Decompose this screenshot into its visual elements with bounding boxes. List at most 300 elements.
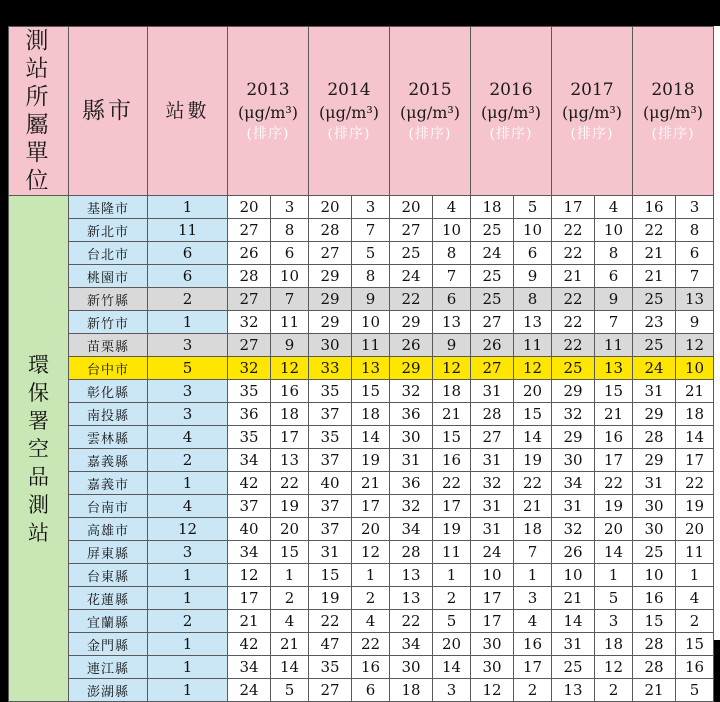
rank-cell: 15 xyxy=(271,541,309,564)
concentration-cell: 31 xyxy=(552,495,595,518)
rank-cell: 3 xyxy=(514,587,552,610)
concentration-cell: 40 xyxy=(228,518,271,541)
rank-cell: 2 xyxy=(271,587,309,610)
concentration-cell: 20 xyxy=(309,196,352,219)
station-count-cell: 1 xyxy=(148,656,228,679)
rank-cell: 7 xyxy=(595,311,633,334)
concentration-cell: 27 xyxy=(228,219,271,242)
concentration-cell: 32 xyxy=(552,518,595,541)
unit-column-header: 測站所屬單位 xyxy=(9,27,69,196)
rank-cell: 10 xyxy=(352,311,390,334)
city-cell: 基隆市 xyxy=(69,196,148,219)
city-cell: 花蓮縣 xyxy=(69,587,148,610)
rank-cell: 19 xyxy=(352,449,390,472)
rank-cell: 2 xyxy=(514,679,552,702)
concentration-cell: 26 xyxy=(471,334,514,357)
concentration-cell: 31 xyxy=(471,518,514,541)
rank-cell: 2 xyxy=(433,587,471,610)
rank-cell: 11 xyxy=(352,334,390,357)
concentration-cell: 25 xyxy=(552,656,595,679)
table-body xyxy=(9,196,714,702)
rank-cell: 17 xyxy=(352,495,390,518)
table-row xyxy=(9,518,714,541)
concentration-cell: 31 xyxy=(633,380,676,403)
station-count-cell: 1 xyxy=(148,679,228,702)
rank-cell: 15 xyxy=(595,380,633,403)
rank-cell: 11 xyxy=(271,311,309,334)
concentration-cell: 28 xyxy=(471,403,514,426)
rank-cell: 4 xyxy=(271,610,309,633)
concentration-cell: 17 xyxy=(228,587,271,610)
concentration-cell: 20 xyxy=(390,196,433,219)
unit-label: (μg/m³) xyxy=(561,102,623,122)
concentration-cell: 32 xyxy=(471,472,514,495)
concentration-cell: 27 xyxy=(390,219,433,242)
unit-label: (μg/m³) xyxy=(318,102,380,122)
rank-cell: 7 xyxy=(433,265,471,288)
year-header-3 xyxy=(471,27,552,196)
rank-cell: 17 xyxy=(433,495,471,518)
rank-cell: 21 xyxy=(676,380,714,403)
rank-cell: 13 xyxy=(514,311,552,334)
rank-cell: 22 xyxy=(514,472,552,495)
rank-cell: 20 xyxy=(595,518,633,541)
concentration-cell: 27 xyxy=(228,288,271,311)
concentration-cell: 21 xyxy=(228,610,271,633)
concentration-cell: 17 xyxy=(471,610,514,633)
rank-cell: 5 xyxy=(433,610,471,633)
concentration-cell: 29 xyxy=(309,288,352,311)
year-label: 2013 xyxy=(246,79,290,100)
rank-cell: 18 xyxy=(514,518,552,541)
concentration-cell: 31 xyxy=(471,449,514,472)
rank-cell: 4 xyxy=(352,610,390,633)
unit-group-char: 署 xyxy=(28,408,49,433)
station-count-cell: 11 xyxy=(148,219,228,242)
station-count-cell: 12 xyxy=(148,518,228,541)
rank-cell: 7 xyxy=(514,541,552,564)
concentration-cell: 47 xyxy=(309,633,352,656)
rank-cell: 1 xyxy=(271,564,309,587)
rank-cell: 12 xyxy=(595,656,633,679)
rank-cell: 14 xyxy=(433,656,471,679)
concentration-cell: 20 xyxy=(228,196,271,219)
concentration-cell: 35 xyxy=(228,426,271,449)
rank-cell: 5 xyxy=(352,242,390,265)
city-cell: 新竹市 xyxy=(69,311,148,334)
rank-cell: 8 xyxy=(271,219,309,242)
year-header-4 xyxy=(552,27,633,196)
air-quality-table-image xyxy=(8,26,720,700)
rank-cell: 1 xyxy=(433,564,471,587)
rank-cell: 16 xyxy=(352,656,390,679)
rank-cell: 16 xyxy=(433,449,471,472)
city-cell: 澎湖縣 xyxy=(69,679,148,702)
concentration-cell: 32 xyxy=(552,403,595,426)
rank-cell: 3 xyxy=(352,196,390,219)
concentration-cell: 28 xyxy=(633,426,676,449)
concentration-cell: 12 xyxy=(471,679,514,702)
station-count-cell: 1 xyxy=(148,633,228,656)
concentration-cell: 15 xyxy=(633,610,676,633)
concentration-cell: 36 xyxy=(390,472,433,495)
rank-cell: 4 xyxy=(595,196,633,219)
concentration-cell: 34 xyxy=(552,472,595,495)
rank-cell: 10 xyxy=(433,219,471,242)
concentration-cell: 28 xyxy=(309,219,352,242)
table-row xyxy=(9,587,714,610)
concentration-cell: 21 xyxy=(552,587,595,610)
rank-cell: 8 xyxy=(514,288,552,311)
concentration-cell: 34 xyxy=(390,633,433,656)
table-row xyxy=(9,679,714,702)
year-header-5 xyxy=(633,27,714,196)
concentration-cell: 34 xyxy=(228,449,271,472)
concentration-cell: 21 xyxy=(633,242,676,265)
rank-cell: 5 xyxy=(676,679,714,702)
rank-cell: 6 xyxy=(514,242,552,265)
rank-label: (排序) xyxy=(408,125,452,142)
rank-cell: 11 xyxy=(676,541,714,564)
concentration-cell: 37 xyxy=(228,495,271,518)
year-header-1 xyxy=(309,27,390,196)
concentration-cell: 28 xyxy=(390,541,433,564)
city-cell: 台南市 xyxy=(69,495,148,518)
concentration-cell: 24 xyxy=(633,357,676,380)
concentration-cell: 22 xyxy=(552,288,595,311)
rank-cell: 14 xyxy=(595,541,633,564)
unit-label: (μg/m³) xyxy=(399,102,461,122)
concentration-cell: 30 xyxy=(390,426,433,449)
concentration-cell: 27 xyxy=(471,357,514,380)
rank-cell: 11 xyxy=(514,334,552,357)
year-label: 2014 xyxy=(327,79,371,100)
rank-cell: 21 xyxy=(514,495,552,518)
concentration-cell: 21 xyxy=(633,265,676,288)
city-cell: 彰化縣 xyxy=(69,380,148,403)
table-row xyxy=(9,564,714,587)
rank-cell: 13 xyxy=(271,449,309,472)
concentration-cell: 33 xyxy=(309,357,352,380)
rank-cell: 3 xyxy=(433,679,471,702)
concentration-cell: 22 xyxy=(390,610,433,633)
concentration-cell: 16 xyxy=(633,196,676,219)
table-row xyxy=(9,610,714,633)
rank-cell: 15 xyxy=(352,380,390,403)
concentration-cell: 24 xyxy=(471,242,514,265)
rank-cell: 9 xyxy=(271,334,309,357)
concentration-cell: 26 xyxy=(390,334,433,357)
rank-cell: 16 xyxy=(514,633,552,656)
city-cell: 台東縣 xyxy=(69,564,148,587)
station-count-cell: 4 xyxy=(148,495,228,518)
count-column-header: 站數 xyxy=(148,27,228,196)
rank-cell: 4 xyxy=(433,196,471,219)
rank-cell: 2 xyxy=(352,587,390,610)
table-row xyxy=(9,380,714,403)
rank-cell: 2 xyxy=(676,610,714,633)
table-row xyxy=(9,196,714,219)
rank-cell: 9 xyxy=(595,288,633,311)
concentration-cell: 25 xyxy=(633,541,676,564)
concentration-cell: 23 xyxy=(633,311,676,334)
rank-cell: 1 xyxy=(352,564,390,587)
concentration-cell: 37 xyxy=(309,518,352,541)
station-count-cell: 1 xyxy=(148,564,228,587)
rank-cell: 9 xyxy=(676,311,714,334)
table-row xyxy=(9,219,714,242)
concentration-cell: 35 xyxy=(309,380,352,403)
header-row xyxy=(9,27,714,196)
concentration-cell: 28 xyxy=(633,656,676,679)
table-row xyxy=(9,426,714,449)
station-count-cell: 3 xyxy=(148,334,228,357)
rank-cell: 19 xyxy=(595,495,633,518)
table-row xyxy=(9,288,714,311)
concentration-cell: 29 xyxy=(390,357,433,380)
rank-cell: 10 xyxy=(676,357,714,380)
concentration-cell: 25 xyxy=(471,219,514,242)
station-count-cell: 6 xyxy=(148,265,228,288)
concentration-cell: 29 xyxy=(633,403,676,426)
city-cell: 台北市 xyxy=(69,242,148,265)
unit-label: (μg/m³) xyxy=(480,102,542,122)
rank-cell: 15 xyxy=(514,403,552,426)
concentration-cell: 30 xyxy=(390,656,433,679)
rank-cell: 5 xyxy=(514,196,552,219)
pm25-table xyxy=(8,26,714,702)
rank-cell: 20 xyxy=(676,518,714,541)
rank-cell: 2 xyxy=(595,679,633,702)
rank-cell: 4 xyxy=(676,587,714,610)
rank-label: (排序) xyxy=(246,125,290,142)
concentration-cell: 28 xyxy=(633,633,676,656)
rank-cell: 22 xyxy=(352,633,390,656)
concentration-cell: 36 xyxy=(228,403,271,426)
rank-cell: 6 xyxy=(271,242,309,265)
concentration-cell: 30 xyxy=(552,449,595,472)
concentration-cell: 27 xyxy=(309,242,352,265)
concentration-cell: 12 xyxy=(228,564,271,587)
rank-cell: 12 xyxy=(514,357,552,380)
rank-cell: 12 xyxy=(352,541,390,564)
station-count-cell: 3 xyxy=(148,403,228,426)
rank-cell: 13 xyxy=(676,288,714,311)
rank-cell: 21 xyxy=(352,472,390,495)
rank-cell: 9 xyxy=(433,334,471,357)
rank-cell: 16 xyxy=(676,656,714,679)
concentration-cell: 26 xyxy=(228,242,271,265)
city-cell: 嘉義市 xyxy=(69,472,148,495)
concentration-cell: 24 xyxy=(471,541,514,564)
station-count-cell: 3 xyxy=(148,380,228,403)
concentration-cell: 25 xyxy=(633,334,676,357)
rank-label: (排序) xyxy=(570,125,614,142)
concentration-cell: 31 xyxy=(471,380,514,403)
rank-cell: 8 xyxy=(595,242,633,265)
concentration-cell: 37 xyxy=(309,495,352,518)
concentration-cell: 35 xyxy=(309,656,352,679)
concentration-cell: 29 xyxy=(309,311,352,334)
table-row xyxy=(9,541,714,564)
concentration-cell: 35 xyxy=(309,426,352,449)
table-row xyxy=(9,357,714,380)
rank-cell: 4 xyxy=(514,610,552,633)
concentration-cell: 22 xyxy=(552,219,595,242)
rank-cell: 20 xyxy=(433,633,471,656)
table-row xyxy=(9,472,714,495)
concentration-cell: 32 xyxy=(228,357,271,380)
concentration-cell: 21 xyxy=(552,265,595,288)
concentration-cell: 22 xyxy=(633,219,676,242)
station-count-cell: 1 xyxy=(148,587,228,610)
concentration-cell: 27 xyxy=(471,311,514,334)
rank-cell: 12 xyxy=(433,357,471,380)
rank-cell: 20 xyxy=(514,380,552,403)
concentration-cell: 30 xyxy=(471,633,514,656)
rank-cell: 5 xyxy=(595,587,633,610)
rank-cell: 22 xyxy=(271,472,309,495)
table-row xyxy=(9,265,714,288)
concentration-cell: 37 xyxy=(309,449,352,472)
year-label: 2018 xyxy=(651,79,695,100)
concentration-cell: 25 xyxy=(471,265,514,288)
concentration-cell: 26 xyxy=(552,541,595,564)
city-cell: 連江縣 xyxy=(69,656,148,679)
rank-cell: 11 xyxy=(595,334,633,357)
rank-label: (排序) xyxy=(651,125,695,142)
rank-cell: 14 xyxy=(514,426,552,449)
concentration-cell: 28 xyxy=(228,265,271,288)
rank-cell: 16 xyxy=(271,380,309,403)
concentration-cell: 31 xyxy=(633,472,676,495)
rank-cell: 19 xyxy=(433,518,471,541)
unit-label: (μg/m³) xyxy=(642,102,704,122)
rank-cell: 18 xyxy=(271,403,309,426)
table-row xyxy=(9,656,714,679)
concentration-cell: 37 xyxy=(309,403,352,426)
rank-cell: 5 xyxy=(271,679,309,702)
concentration-cell: 22 xyxy=(390,288,433,311)
rank-label: (排序) xyxy=(327,125,371,142)
table-row xyxy=(9,242,714,265)
rank-cell: 13 xyxy=(352,357,390,380)
rank-cell: 10 xyxy=(595,219,633,242)
year-header-0 xyxy=(228,27,309,196)
station-count-cell: 1 xyxy=(148,472,228,495)
concentration-cell: 31 xyxy=(552,633,595,656)
rank-cell: 14 xyxy=(271,656,309,679)
rank-cell: 3 xyxy=(595,610,633,633)
rank-cell: 17 xyxy=(271,426,309,449)
concentration-cell: 24 xyxy=(390,265,433,288)
concentration-cell: 29 xyxy=(552,380,595,403)
city-column-header: 縣市 xyxy=(69,27,148,196)
city-cell: 桃園市 xyxy=(69,265,148,288)
city-cell: 台中市 xyxy=(69,357,148,380)
rank-cell: 21 xyxy=(433,403,471,426)
rank-cell: 17 xyxy=(514,656,552,679)
concentration-cell: 17 xyxy=(552,196,595,219)
rank-cell: 19 xyxy=(271,495,309,518)
rank-cell: 18 xyxy=(595,633,633,656)
concentration-cell: 35 xyxy=(228,380,271,403)
concentration-cell: 34 xyxy=(228,541,271,564)
rank-cell: 6 xyxy=(352,679,390,702)
rank-cell: 1 xyxy=(676,564,714,587)
concentration-cell: 42 xyxy=(228,633,271,656)
rank-cell: 17 xyxy=(676,449,714,472)
rank-cell: 22 xyxy=(595,472,633,495)
year-label: 2016 xyxy=(489,79,533,100)
rank-cell: 8 xyxy=(352,265,390,288)
rank-cell: 21 xyxy=(271,633,309,656)
rank-cell: 10 xyxy=(271,265,309,288)
table-row xyxy=(9,449,714,472)
concentration-cell: 13 xyxy=(390,564,433,587)
unit-group-char: 測 xyxy=(28,492,49,517)
city-cell: 金門縣 xyxy=(69,633,148,656)
concentration-cell: 42 xyxy=(228,472,271,495)
concentration-cell: 22 xyxy=(552,334,595,357)
rank-cell: 11 xyxy=(433,541,471,564)
concentration-cell: 14 xyxy=(552,610,595,633)
unit-group-char: 環 xyxy=(28,352,49,377)
year-label: 2015 xyxy=(408,79,452,100)
table-row xyxy=(9,495,714,518)
year-label: 2017 xyxy=(570,79,614,100)
concentration-cell: 29 xyxy=(309,265,352,288)
concentration-cell: 13 xyxy=(552,679,595,702)
city-cell: 雲林縣 xyxy=(69,426,148,449)
concentration-cell: 32 xyxy=(228,311,271,334)
station-count-cell: 6 xyxy=(148,242,228,265)
rank-cell: 18 xyxy=(433,380,471,403)
rank-cell: 6 xyxy=(595,265,633,288)
rank-cell: 22 xyxy=(433,472,471,495)
concentration-cell: 25 xyxy=(633,288,676,311)
concentration-cell: 25 xyxy=(471,288,514,311)
rank-cell: 20 xyxy=(271,518,309,541)
concentration-cell: 27 xyxy=(471,426,514,449)
rank-cell: 3 xyxy=(271,196,309,219)
rank-cell: 15 xyxy=(433,426,471,449)
unit-group-char: 品 xyxy=(28,464,49,489)
concentration-cell: 29 xyxy=(552,426,595,449)
rank-cell: 12 xyxy=(271,357,309,380)
rank-cell: 3 xyxy=(676,196,714,219)
concentration-cell: 29 xyxy=(633,449,676,472)
rank-cell: 21 xyxy=(595,403,633,426)
station-count-cell: 3 xyxy=(148,541,228,564)
rank-cell: 10 xyxy=(514,219,552,242)
concentration-cell: 19 xyxy=(309,587,352,610)
unit-group-char: 空 xyxy=(28,436,49,461)
concentration-cell: 17 xyxy=(471,587,514,610)
rank-cell: 22 xyxy=(676,472,714,495)
rank-cell: 12 xyxy=(676,334,714,357)
concentration-cell: 31 xyxy=(471,495,514,518)
year-header-2 xyxy=(390,27,471,196)
rank-cell: 18 xyxy=(676,403,714,426)
concentration-cell: 27 xyxy=(309,679,352,702)
concentration-cell: 34 xyxy=(390,518,433,541)
concentration-cell: 36 xyxy=(390,403,433,426)
rank-label: (排序) xyxy=(489,125,533,142)
city-cell: 新北市 xyxy=(69,219,148,242)
rank-cell: 14 xyxy=(676,426,714,449)
city-cell: 嘉義縣 xyxy=(69,449,148,472)
